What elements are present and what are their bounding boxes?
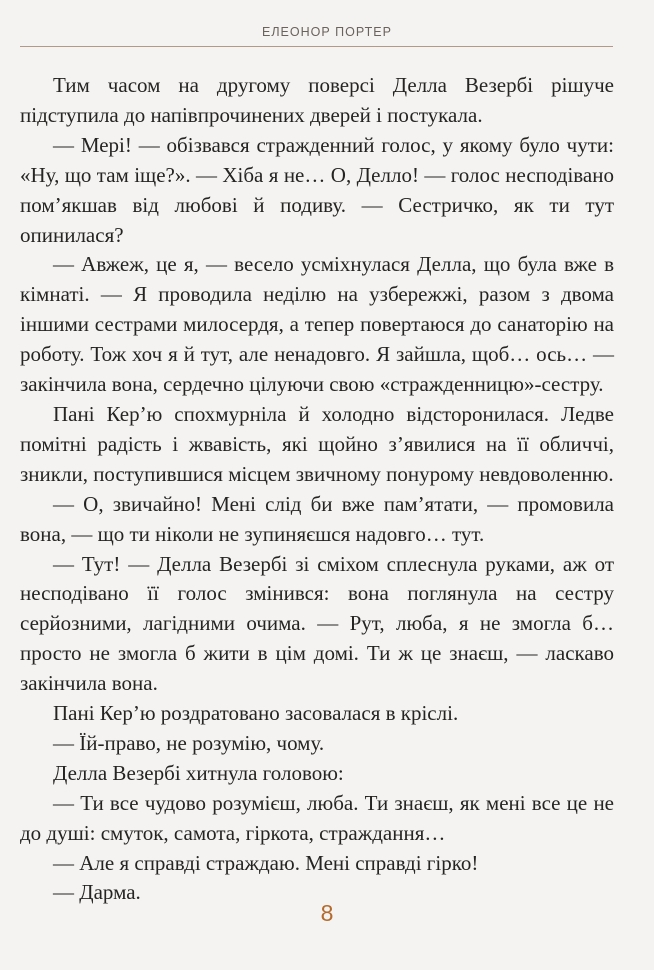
paragraph: Пані Кер’ю роздратовано засовалася в кріслі. [53, 701, 459, 726]
paragraph: — Дарма. [53, 880, 141, 905]
page-number: 8 [320, 900, 334, 926]
page-text [20, 71, 614, 908]
paragraph: — Їй-право, не розумію, чому. [53, 730, 325, 755]
paragraph: — Ти все чудово розумієш, люба. Ти знаєш, як мені все це не до душі: смуток, самота, гіркота, страждання… [20, 790, 614, 845]
paragraph: — О, звичайно! Мені слід би вже пам’ятати, — промовила вона, — що ти ніколи не зупиняєшся надовго… тут. [20, 491, 614, 546]
running-head: ЕЛЕОНОР ПОРТЕР [262, 25, 392, 39]
paragraph: Делла Везербі хитнула головою: [53, 760, 344, 785]
paragraph: Пані Кер’ю спохмурніла й холодно відсторонилася. Ледве помітні радість і жвавість, які щойно з’явилися на її обличчі, зникли, поступившися місцем звичному понурому невдоволенню. [20, 401, 614, 486]
header-rule [20, 46, 613, 47]
paragraph: — Мері! — обізвався стражденний голос, у якому було чути: «Ну, що там іще?». — Хіба я не… О, Делло! — голос несподівано пом’якшав від любові й подиву. — Сестричко, як ти тут опинилася? [20, 132, 614, 247]
paragraph: Тим часом на другому поверсі Делла Везербі рішуче підступила до напівпрочинених дверей і постукала. [20, 73, 614, 127]
paragraph: — Тут! — Делла Везербі зі сміхом сплеснула руками, аж от несподівано її голос змінився: вона поглянула на сестру серйозними, лагідними очима. — Рут, люба, я не змогла б… просто не змогла б жити в цім домі. Ти ж це знаєш, — ласкаво закінчила вона. [20, 551, 614, 696]
paragraph: — Але я справді страждаю. Мені справді гірко! [53, 850, 479, 875]
paragraph: — Авжеж, це я, — весело усміхнулася Делла, що була вже в кімнаті. — Я проводила неділю на узбережжі, разом з двома іншими сестрами милосердя, а тепер повертаюся до санаторію на роботу. Тож хоч я й тут, але ненадовго. Я зайшла, щоб… ось… — закінчила вона, сердечно цілуючи свою «стражденницю»-сестру. [20, 252, 614, 397]
